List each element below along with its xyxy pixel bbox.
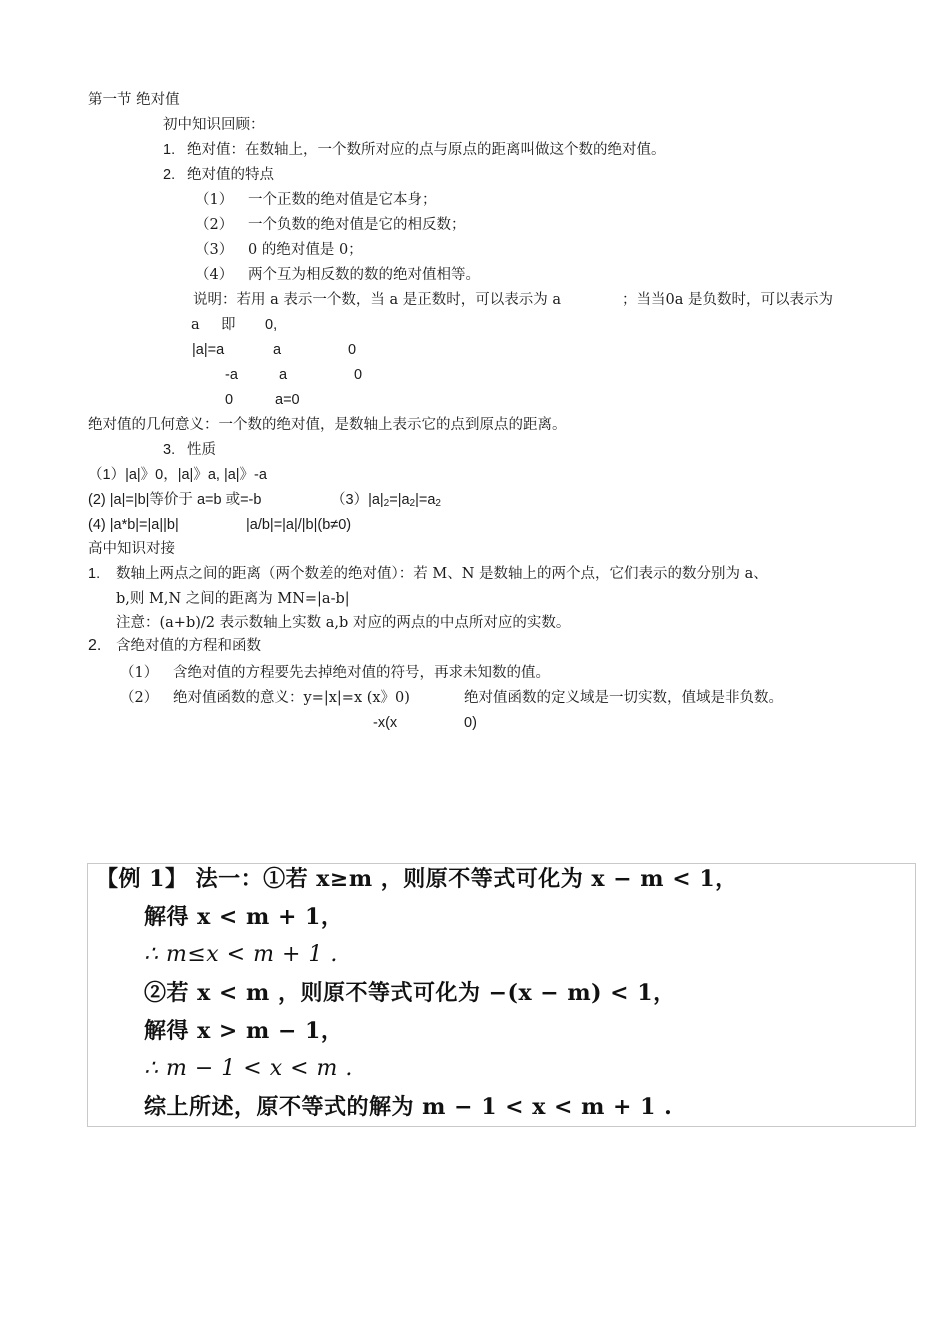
property-4: (4) |a*b|=|a||b| [88,517,179,533]
equation-note: 含绝对值的方程要先去掉绝对值的符号，再求未知数的值。 [173,665,550,681]
item-number: 1. [163,142,176,158]
piecewise-expression: -a [225,367,238,383]
property-2: (2) |a|=|b|等价于 a=b 或=-b [88,492,262,508]
feature-text: 一个正数的绝对值是它本身； [248,192,437,208]
piecewise-expression: 0 [225,392,234,408]
note-text: 即 [221,317,236,333]
property-4-quotient: |a/b|=|a|/|b|(b≠0) [246,517,352,533]
feature-number: （4） [195,267,234,283]
example-line: 解得 x > m − 1， [144,1018,344,1044]
piecewise-condition: a [273,342,282,358]
function-piece: 0) [464,715,477,731]
example-line: ②若 x < m ，则原不等式可化为 −(x − m) < 1， [144,980,676,1006]
example-box [87,863,916,1127]
piecewise-condition: a=0 [275,392,300,408]
properties-heading: 性质 [187,442,216,458]
section-title: 第一节 绝对值 [88,92,180,108]
senior-heading: 高中知识对接 [88,541,175,557]
note-value: 0, [265,317,278,333]
sub-number: （1） [120,665,159,681]
item-number: 2. [88,637,102,654]
feature-text: 两个互为相反数的数的绝对值相等。 [248,267,480,283]
item-number: 3. [163,442,176,458]
property-3: $(3)|a|_2=|a_2|=a_2$ [331,492,441,509]
piecewise-expression: |a|=a [192,342,225,358]
feature-number: （2） [195,217,234,233]
function-domain-range: 绝对值函数的定义域是一切实数，值域是非负数。 [464,690,783,706]
item-number: 2. [163,167,176,183]
property-1: （1）|a|》0，|a|》a, |a|》-a [88,467,267,483]
example-line: 【例 1】 法一：①若 x≥m ，则原不等式可化为 x − m < 1， [96,866,738,892]
function-definition: 绝对值函数的意义：y=|x|=x (x》0) [173,690,410,706]
distance-text: 数轴上两点之间的距离（两个数差的绝对值）：若 M、N 是数轴上的两个点，它们表示的数分别为 a、 [116,566,768,582]
geometric-meaning: 绝对值的几何意义：一个数的绝对值，是数轴上表示它的点到原点的距离。 [88,417,567,433]
example-line: ∴ m≤x < m + 1 . [144,942,338,967]
feature-number: （3） [195,242,234,258]
definition-text: 绝对值：在数轴上，一个数所对应的点与原点的距离叫做这个数的绝对值。 [187,142,666,158]
example-line: 解得 x < m + 1， [144,904,344,930]
distance-formula: b,则 M,N 之间的距离为 MN=|a-b| [116,591,350,607]
piecewise-condition: a [279,367,288,383]
note-text: ；当当0a 是负数时，可以表示为 [622,292,833,308]
equations-heading: 含绝对值的方程和函数 [116,638,261,654]
example-line: 综上所述，原不等式的解为 m − 1 < x < m + 1 . [144,1094,673,1120]
item-number: 1. [88,566,101,582]
example-line: ∴ m − 1 < x < m . [144,1056,353,1081]
sub-number: （2） [120,690,159,706]
function-piece: -x(x [373,715,398,731]
feature-text: 0 的绝对值是 0； [248,242,363,258]
midpoint-note: 注意：(a+b)/2 表示数轴上实数 a,b 对应的两点的中点所对应的实数。 [116,615,571,631]
features-heading: 绝对值的特点 [187,167,274,183]
note-text: 说明：若用 a 表示一个数，当 a 是正数时，可以表示为 a [193,292,561,308]
piecewise-condition: 0 [354,367,363,383]
piecewise-condition: 0 [348,342,357,358]
note-var: a [191,317,200,333]
feature-number: （1） [195,192,234,208]
junior-review-heading: 初中知识回顾： [163,117,265,133]
feature-text: 一个负数的绝对值是它的相反数； [248,217,466,233]
